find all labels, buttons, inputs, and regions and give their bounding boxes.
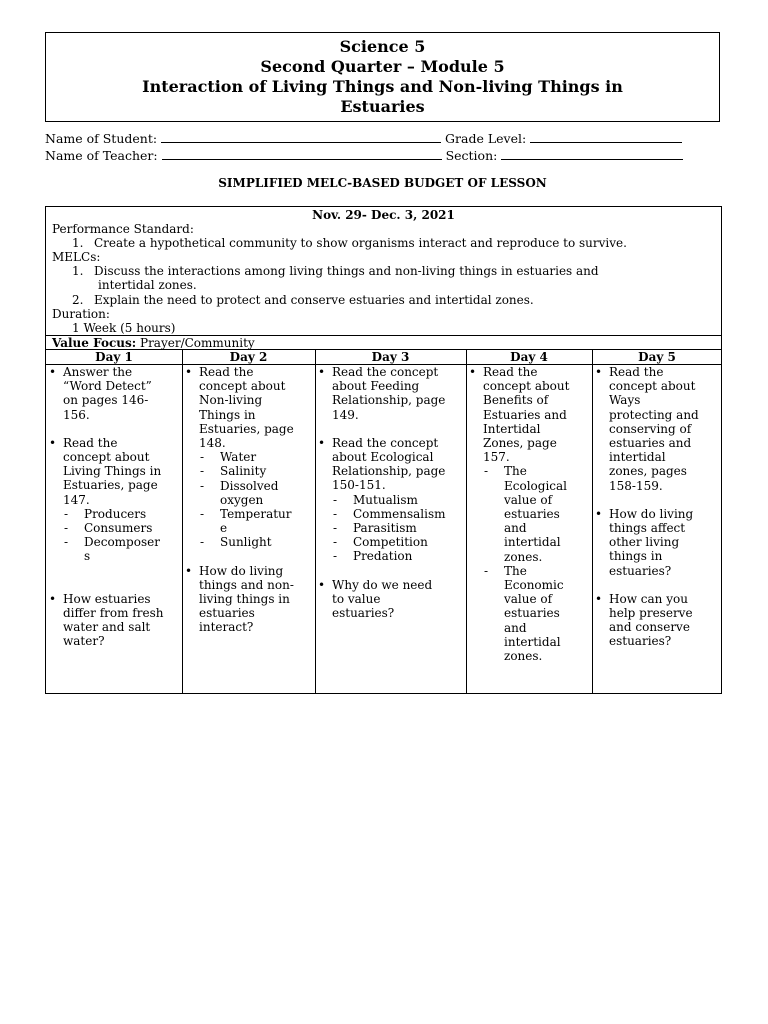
activity-line: estuaries? xyxy=(609,563,672,578)
day-header-2: Day 2 xyxy=(182,349,315,365)
dash-icon: - xyxy=(333,535,338,550)
activity-line: 150-151. xyxy=(332,478,386,493)
activity-text xyxy=(315,478,466,492)
activity-text xyxy=(592,464,722,478)
activity-line: Read the concept xyxy=(332,435,439,450)
activity-text xyxy=(46,634,182,648)
spacer xyxy=(315,564,466,578)
activity-line: Answer the xyxy=(63,365,133,379)
sub-item-line: and xyxy=(504,521,527,536)
activity-line: 148. xyxy=(199,436,226,451)
activity-text xyxy=(182,436,315,450)
activity-text xyxy=(315,408,466,422)
activity-item xyxy=(315,365,466,379)
activity-line: 157. xyxy=(483,450,510,465)
activity-line: interact? xyxy=(199,620,254,635)
sub-item-line: value of xyxy=(504,592,553,607)
sub-item-text xyxy=(466,479,592,493)
activity-line: Relationship, page xyxy=(332,464,446,479)
dash-icon: - xyxy=(484,563,489,578)
activity-text xyxy=(315,464,466,478)
activity-line: How estuaries xyxy=(63,591,151,606)
section-field[interactable] xyxy=(501,147,683,160)
subject-title: Science 5 xyxy=(339,37,426,56)
activity-line: estuaries? xyxy=(332,606,395,621)
activity-text xyxy=(592,521,722,535)
sub-item-line: intertidal xyxy=(504,634,561,649)
activity-line: concept about xyxy=(199,379,286,394)
melc-item-1: 1. Discuss the interactions among living things and non-living things in estuaries and xyxy=(72,264,599,279)
activity-line: How can you xyxy=(609,591,688,606)
name-of-student-field[interactable] xyxy=(161,130,441,143)
activity-line: things affect xyxy=(609,521,686,536)
activity-text xyxy=(46,408,182,422)
activity-line: about Ecological xyxy=(332,450,434,465)
activity-line: to value xyxy=(332,591,381,606)
duration-value: 1 Week (5 hours) xyxy=(72,320,176,335)
activity-line: concept about xyxy=(63,450,150,465)
activity-line: 156. xyxy=(63,407,90,422)
activity-text xyxy=(182,620,315,634)
sub-item-line: Dissolved xyxy=(220,478,279,493)
activity-line: Intertidal xyxy=(483,421,541,436)
activity-line: “Word Detect” xyxy=(63,379,152,394)
sub-item-text xyxy=(466,507,592,521)
day-column-5 xyxy=(592,365,722,649)
sub-item xyxy=(315,507,466,521)
activity-item xyxy=(592,592,722,606)
activity-text xyxy=(182,408,315,422)
sub-item-line: Decomposer xyxy=(84,535,160,550)
activity-line: estuaries xyxy=(199,606,255,621)
activity-line: Relationship, page xyxy=(332,393,446,408)
activity-line: Non-living xyxy=(199,393,263,408)
activity-text xyxy=(592,620,722,634)
day-header-3: Day 3 xyxy=(315,349,466,365)
grade-level-field[interactable] xyxy=(530,130,682,143)
spacer xyxy=(46,422,182,436)
activity-line: concept about xyxy=(483,379,570,394)
bullet-icon: • xyxy=(49,435,57,450)
sub-item xyxy=(182,464,315,478)
activity-item xyxy=(46,365,182,379)
activity-text xyxy=(46,450,182,464)
activity-text xyxy=(592,436,722,450)
activity-line: Things in xyxy=(199,407,256,422)
activity-line: protecting and xyxy=(609,407,699,422)
activity-text xyxy=(315,450,466,464)
activity-text xyxy=(46,393,182,407)
sub-item-line: Temperatur xyxy=(220,507,292,522)
bullet-icon: • xyxy=(595,506,603,521)
sub-item-line: Ecological xyxy=(504,478,567,493)
name-of-teacher-label: Name of Teacher: xyxy=(45,148,158,163)
activity-text xyxy=(592,422,722,436)
activity-text xyxy=(315,592,466,606)
sub-item-text xyxy=(182,493,315,507)
activity-text xyxy=(592,393,722,407)
dash-icon: - xyxy=(333,506,338,521)
activity-line: concept about xyxy=(609,379,696,394)
value-focus-value: Prayer/Community xyxy=(140,336,255,350)
melc-item-1-cont: intertidal zones. xyxy=(98,278,197,293)
activity-line: and conserve xyxy=(609,620,690,635)
sub-item-line: The xyxy=(504,464,527,479)
activity-text xyxy=(315,393,466,407)
activity-line: How do living xyxy=(609,506,694,521)
activity-line: living things in xyxy=(199,592,290,607)
spacer xyxy=(592,578,722,592)
bullet-icon: • xyxy=(595,365,603,379)
activity-text xyxy=(466,379,592,393)
sub-item-line: Commensalism xyxy=(353,506,446,521)
activity-line: other living xyxy=(609,535,680,550)
activity-line: Estuaries, page xyxy=(199,421,294,436)
value-focus-row xyxy=(46,335,721,349)
sub-item xyxy=(466,564,592,578)
sub-item xyxy=(182,450,315,464)
activity-line: Read the xyxy=(63,435,118,450)
dash-icon: - xyxy=(484,464,489,479)
sub-item-line: Economic xyxy=(504,578,564,593)
spacer xyxy=(46,564,182,578)
sub-item-line: Producers xyxy=(84,506,147,521)
sub-item xyxy=(46,521,182,535)
sub-item-text xyxy=(466,649,592,663)
bullet-icon: • xyxy=(318,577,326,592)
activity-item xyxy=(182,564,315,578)
activity-text xyxy=(466,422,592,436)
sub-item-text xyxy=(466,493,592,507)
title-box xyxy=(45,32,720,122)
activity-text xyxy=(466,436,592,450)
sub-item-line: Predation xyxy=(353,549,413,564)
activity-text xyxy=(46,620,182,634)
dash-icon: - xyxy=(64,521,69,536)
bullet-icon: • xyxy=(49,365,57,379)
sub-item-line: Sunlight xyxy=(220,535,272,550)
value-focus-label: Value Focus: xyxy=(52,336,137,350)
activity-text xyxy=(592,379,722,393)
activity-text xyxy=(466,450,592,464)
melcs-label: MELCs: xyxy=(52,250,101,265)
sub-item xyxy=(46,507,182,521)
activity-line: intertidal xyxy=(609,450,666,465)
activity-text xyxy=(592,450,722,464)
activity-line: 158-159. xyxy=(609,478,663,493)
day-column-2 xyxy=(182,365,315,635)
bullet-icon: • xyxy=(595,591,603,606)
sub-item-text xyxy=(466,578,592,592)
sub-item-line: The xyxy=(504,563,527,578)
dash-icon: - xyxy=(200,535,205,550)
sub-item-line: oxygen xyxy=(220,492,264,507)
dash-icon: - xyxy=(64,506,69,521)
dash-icon: - xyxy=(333,521,338,536)
activity-text xyxy=(592,408,722,422)
sub-item-text xyxy=(466,592,592,606)
grade-level-label: Grade Level: xyxy=(445,131,527,146)
sub-item-line: Mutualism xyxy=(353,492,418,507)
sub-item xyxy=(315,549,466,563)
activity-line: estuaries? xyxy=(609,634,672,649)
activity-line: differ from fresh xyxy=(63,605,164,620)
dash-icon: - xyxy=(64,535,69,550)
activity-text xyxy=(46,379,182,393)
activity-text xyxy=(46,478,182,492)
sub-item-line: s xyxy=(84,549,91,564)
lesson-table xyxy=(45,206,722,694)
activity-line: estuaries and xyxy=(609,436,692,451)
activity-text xyxy=(182,379,315,393)
sub-item-line: zones. xyxy=(504,549,543,564)
sub-item xyxy=(182,507,315,521)
activity-line: water? xyxy=(63,634,105,649)
name-of-student-label: Name of Student: xyxy=(45,131,158,146)
bullet-icon: • xyxy=(469,365,477,379)
activity-text xyxy=(592,549,722,563)
activity-text xyxy=(466,408,592,422)
activity-line: conserving of xyxy=(609,421,692,436)
sub-item-line: Water xyxy=(220,450,257,465)
lesson-date: Nov. 29- Dec. 3, 2021 xyxy=(312,208,455,222)
activity-line: Benefits of xyxy=(483,393,549,408)
sub-item xyxy=(182,479,315,493)
sub-item xyxy=(315,535,466,549)
activity-line: water and salt xyxy=(63,620,151,635)
activity-line: things in xyxy=(609,549,663,564)
performance-standard-label: Performance Standard: xyxy=(52,222,194,237)
sub-item-text xyxy=(466,550,592,564)
activity-line: about Feeding xyxy=(332,379,420,394)
section-label: Section: xyxy=(445,148,498,163)
activity-text xyxy=(592,479,722,493)
sub-item-line: zones. xyxy=(504,649,543,664)
activity-line: things and non- xyxy=(199,577,294,592)
sub-item-text xyxy=(466,606,592,620)
activity-line: zones, pages xyxy=(609,464,687,479)
sub-item xyxy=(46,535,182,549)
sub-item-text xyxy=(466,521,592,535)
day-column-1 xyxy=(46,365,182,648)
activity-text xyxy=(182,606,315,620)
sub-item-text xyxy=(46,549,182,563)
activity-item xyxy=(592,365,722,379)
day-header-1: Day 1 xyxy=(46,349,182,365)
activity-text xyxy=(46,606,182,620)
name-of-teacher-field[interactable] xyxy=(162,147,442,160)
duration-label: Duration: xyxy=(52,306,110,321)
activity-text xyxy=(592,535,722,549)
sub-item-line: and xyxy=(504,620,527,635)
dash-icon: - xyxy=(333,549,338,564)
melc-item-2: 2. Explain the need to protect and conserve estuaries and intertidal zones. xyxy=(72,292,534,307)
activity-line: Why do we need xyxy=(332,577,433,592)
sub-item-line: Salinity xyxy=(220,464,267,479)
quarter-module-title: Second Quarter – Module 5 xyxy=(260,57,505,76)
sub-item-text xyxy=(466,535,592,549)
activity-text xyxy=(315,606,466,620)
activity-line: Estuaries, page xyxy=(63,478,158,493)
activity-line: Read the xyxy=(199,365,254,379)
student-info-row xyxy=(45,130,682,146)
activity-text xyxy=(46,464,182,478)
sub-item-line: value of xyxy=(504,492,553,507)
activity-text xyxy=(592,564,722,578)
activity-line: Read the concept xyxy=(332,365,439,379)
day-column-3 xyxy=(315,365,466,620)
activity-line: Read the xyxy=(609,365,664,379)
spacer xyxy=(46,578,182,592)
sub-item xyxy=(466,464,592,478)
activity-text xyxy=(182,578,315,592)
lesson-title-line1: Interaction of Living Things and Non-living Things in xyxy=(142,77,623,96)
sub-item-line: Consumers xyxy=(84,521,153,536)
activity-item xyxy=(46,436,182,450)
activity-item xyxy=(315,436,466,450)
activity-line: Ways xyxy=(609,393,641,408)
teacher-info-row xyxy=(45,147,683,163)
sub-item-line: Parasitism xyxy=(353,521,417,536)
dash-icon: - xyxy=(200,464,205,479)
standards-section xyxy=(46,207,721,335)
activity-text xyxy=(466,393,592,407)
activity-text xyxy=(46,493,182,507)
activity-line: on pages 146- xyxy=(63,393,149,408)
sub-item-line: intertidal xyxy=(504,535,561,550)
activity-item xyxy=(182,365,315,379)
activity-line: Read the xyxy=(483,365,538,379)
activity-item xyxy=(466,365,592,379)
activity-text xyxy=(315,379,466,393)
spacer xyxy=(315,422,466,436)
bullet-icon: • xyxy=(185,563,193,578)
spacer xyxy=(592,493,722,507)
sub-item-line: e xyxy=(220,521,228,536)
activity-item xyxy=(46,592,182,606)
day-column-4 xyxy=(466,365,592,663)
dash-icon: - xyxy=(200,507,205,522)
activity-line: Living Things in xyxy=(63,464,162,479)
sub-item-text xyxy=(466,621,592,635)
activity-line: help preserve xyxy=(609,606,693,621)
bullet-icon: • xyxy=(318,435,326,450)
sub-item-line: estuaries xyxy=(504,507,560,522)
activity-text xyxy=(592,634,722,648)
activity-line: Zones, page xyxy=(483,436,557,451)
sub-item xyxy=(315,493,466,507)
activity-text xyxy=(182,422,315,436)
dash-icon: - xyxy=(333,492,338,507)
activity-line: 149. xyxy=(332,407,359,422)
budget-title: SIMPLIFIED MELC-BASED BUDGET OF LESSON xyxy=(218,176,547,190)
activity-item xyxy=(315,578,466,592)
activity-line: 147. xyxy=(63,492,90,507)
activity-text xyxy=(592,606,722,620)
activity-item xyxy=(592,507,722,521)
sub-item-line: Competition xyxy=(353,535,428,550)
sub-item-line: estuaries xyxy=(504,606,560,621)
sub-item-text xyxy=(466,635,592,649)
sub-item xyxy=(315,521,466,535)
sub-item-text xyxy=(182,521,315,535)
bullet-icon: • xyxy=(185,365,193,379)
dash-icon: - xyxy=(200,478,205,493)
spacer xyxy=(182,550,315,564)
bullet-icon: • xyxy=(318,365,326,379)
day-header-5: Day 5 xyxy=(592,349,722,365)
activity-line: Estuaries and xyxy=(483,407,567,422)
sub-item xyxy=(182,535,315,549)
lesson-title-line2: Estuaries xyxy=(340,97,425,116)
bullet-icon: • xyxy=(49,591,57,606)
performance-standard-item: 1. Create a hypothetical community to show organisms interact and reproduce to survive. xyxy=(72,236,627,251)
activity-text xyxy=(182,592,315,606)
day-header-4: Day 4 xyxy=(466,349,592,365)
dash-icon: - xyxy=(200,450,205,465)
activity-line: How do living xyxy=(199,563,284,578)
activity-text xyxy=(182,393,315,407)
